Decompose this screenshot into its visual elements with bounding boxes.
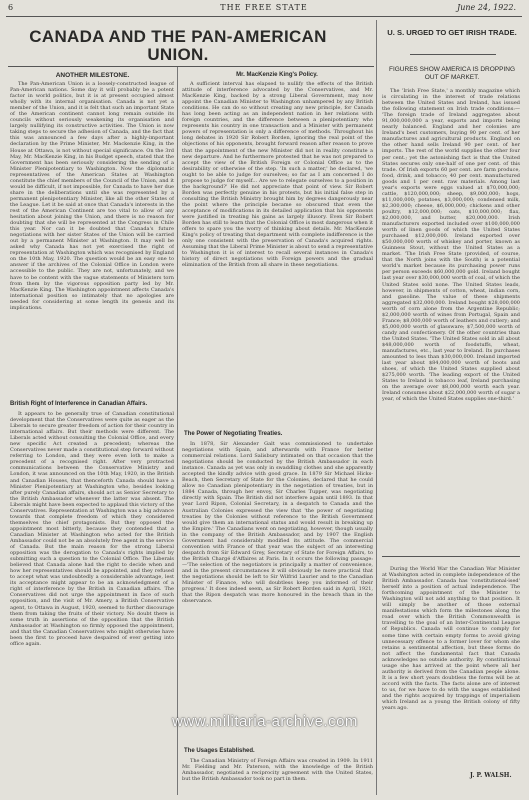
section-heading: British Right of Interference in Canadian Affairs. [10, 401, 148, 407]
page-number: 6 [8, 3, 14, 12]
column-3-body-bottom [382, 566, 520, 769]
paragraph: In 1878, Sir Alexander Galt was commissioned to undertake negotiations with Spain, and afterwards with France for better commercial relations. Lord Salisbury intimated on that occasion that the negotiations should be conducted by the British Ambassador in each instance. Canada as yet was only in swaddling clothes and she apparently accepted the kindly advice with good grace. In 1879 Sir Michael Hicks-Beach, then Secretary of State for the Colonies, declared that he could allow no Canadian plenipotentiary in the negotiation of treaties, but in 1884 Canada, through her envoy, Sir Charles Tupper, was negotiating directly with Spain. The British did not interfere again until 1893. In that year Lord Ripon, Colonial Secretary, in a despatch to Canada and the Australian Colonies expressed the view that 'the power of negotiating treaties by the Colonies without reference to the British Government would give them an international status and would result in breaking up the Empire.' The Canadians went on negotiating, however, though usually in the company of the British Ambassador, and by 1907 the English Government had considerably modified its attitude. The commercial convention with France of that year was the subject of an interesting despatch from Sir Edward Grey, Secretary of State for Foreign Affairs, to the British Chargé d'Affaires at Paris. In it occurs the following passage:—'The selection of the negotiators is principally a matter of convenience, and in the present circumstances it will obviously be more practical that the negotiations should be left to Sir Wilfrid Laurier and to the Canadian Minister of Finance, who will doubtless keep you informed of their progress.' It does indeed seem, as Sir Robert Borden said in April, 1921, that the Ripon despatch was more honoured in the breach than in the observance. [182, 441, 373, 605]
watermark: www.militaria-archive.com [172, 713, 358, 730]
side-subhead: FIGURES SHOW AMERICA IS DROPPING OUT OF MARKET. [388, 66, 516, 81]
paragraph: The Canadian Ministry of Foreign Affairs was created in 1909. In 1911 Mr. Fielding and Mr. Paterson, with the knowledge of the British Ambassador, negotiated a reciprocity agreement with the United States, but the British Ambassador took no part in them. [182, 758, 373, 783]
main-headline: CANADA AND THE PAN-AMERICAN UNION. [29, 27, 327, 64]
column-2-body-middle [182, 441, 373, 746]
side-headline: U. S. URGED TO GET IRISH TRADE. [387, 28, 517, 37]
column-1-body-bottom [10, 411, 174, 795]
paragraph: It appears to be generally true of Canadian constitutional development that the Conservatives were quite as eager as the Liberals to secure greater freedom of action for their country in international affairs. But their methods were different. The Liberals acted without consulting the Colonial Office, and every new specific Act created a precedent; whereas the Conservatives never made a constitutional step forward without referring to London, and they were even loth to make a precedent of a recognised right. After very protracted communications between the Conservative Ministry and London, it was announced on the 10th May, 1920, in the British and Canadian Houses, that thenceforth Canada should have a Minister Plenipotentiary at Washington who, besides looking after purely Canadian affairs, should act as Senior Secretary to the British Ambassador whenever the latter was absent. The Liberals might have been expected to applaud this victory of the Conservatives. Representation at Washington was a big advance towards that complete freedom of which they considered themselves the chief protagonists. But they opposed the appointment most bitterly, because they contended that a Canadian Minister at Washington who acted for the British Ambassador could not be an absolutely free agent in the service of Canada. But the main reason for the strong Liberal opposition was the derogation to Canada's rights implied by submitting such a question to the Colonial Office. The Liberals believed that Canada alone had the right to decide when and how her representatives should be appointed, and they refused to accept what was undoubtedly a considerable advantage, lest its acceptance might appear to be an acknowledgment of a right of interference by the British in Canadian affairs. The Conservatives did not urge the appointment in face of such opposition, and the visit of Mr. Amery, a British Conservative agent, to Ottawa in August, 1920, seemed to further discourage them from taking the fruits of their victory. No doubt there is some truth in assertions of the opposition that the British Ambassador at Washington so firmly opposed the appointment, and that the Canadian Conservatives who might otherwise have been the first to proceed have despaired of ever getting into office again. [10, 411, 174, 647]
author-signature: J. P. WALSH. [470, 772, 512, 779]
column-divider [177, 67, 178, 795]
section-heading: Mr. MacKenzie King's Policy. [236, 72, 318, 78]
column-3-body-top [382, 88, 520, 550]
column-2-body-top [182, 81, 373, 427]
paragraph: During the World War the Canadian War Minister at Washington acted in complete independence of the British Ambassador. Canada has 'constitutional-ised' herself into a position of actual independence. The forthcoming appointment of the Minister to Washington will not add anything to that position. It will simply be another of those external manifestations which form the milestones along the road over which the British Commonwealth is travelling to the goal of an Inter-Continental League of Republics. Canada will continue to comply for some time with certain empty forms to avoid giving unnecessary offence to a former lover for whom she retains a sentimental affection, but these forms do not affect the fundamental fact that Canada acknowledges no outside authority. By constitutional usage she has arrived at the point where all her authority is derived from the Canadian people alone. It is a few short years doubtless the forms will be at accord with the facts. The facts alone are of interest to us, for we have to do with the usages established and the rights acquired by trappings of imperialism which Ireland as a young the British colony of fifty years ago. [382, 566, 520, 712]
headline-rule [8, 66, 374, 67]
issue-date: June 24, 1922. [457, 3, 516, 12]
column-divider [376, 20, 377, 795]
paragraph: A sufficient interval has elapsed to nullify the effects of the British attitude of interference advocated by the Conservatives, and Mr. MacKenzie King, backed by a strong Liberal Government, may now appoint the Canadian Minister to Washington unhampered by any British conditions. He can do so without creating any new principle, for Canada has long been acting as an independent nation in her relations with foreign countries, and the difference between a plenipotentiary who represents his country in one transaction and a Minister with permanent powers of representation is only a difference of methods. Throughout his long debates in 1920 Sir Robert Borden, ignoring the real point of the objections of his opponents, brought forward reason after reason to prove that the appointment of the new Minister did not in reality constitute a new departure. And he furthermore protested that he was not prepared to accept the view of the British Foreign or Colonial Office as to the desirability or otherwise of the step. 'In such a matter,' he declared, 'we ought to be able to judge for ourselves; so far as I am concerned I do propose to judge for myself... Are we to relegate ourselves to a position in the background?' He did not appreciate that point of view. Sir Robert Borden was perfectly genuine in his protests, but his initial false step in consulting the British Ministry brought him by degrees dangerously near the point where the principle became so obscured that even the acceptance of modifications in its detailed application that his opponents were justified in treating his gains as largely illusory. Even Sir Robert Borden has still to learn that the Colonial Office is most dangerous when it offers to spare you the worry of thinking about details. Mr. MacKenzie King's policy of treating that department with complete indifference is the only one consistent with the preservation of Canada's acquired rights. Assuming that the Liberal Prime Minister is about to send a representative to Washington it is of interest to recall several instances in Canada's history of direct negotiations with Foreign powers and the gradual elimination of the British from all share in these negotiations. [182, 81, 373, 269]
column-1-body-top [10, 81, 174, 399]
column-2-body-bottom [182, 758, 373, 795]
page-header [8, 3, 520, 15]
section-heading: The Usages Established. [184, 748, 255, 754]
side-headline-rule [410, 54, 496, 55]
paragraph: The Pan-American Union is a loosely-constructed league of Pan-American nations. Some day it will probably be a potent factor in world politics, but it is at present occupied almost wholly with its internal organisation. Canada is not yet a member of the Union, and it is felt that such an important State of the American continent cannot long remain outside its councils without seriously weakening its organisation and largely nullifying its constructive activities. The Union is now taking steps to secure the adhesion of Canada, and the fact that this was announced a few days after a highly-important declaration by the Prime Minister, Mr. Mackenzie King, in the House at Ottawa, is not without special significance. On the 3rd May, Mr. MacKenzie King, in his Budget speech, stated that the Government has been seriously considering the sending of a Minister Plenipotentiary to Washington. Now the diplomatic representatives of the American States at Washington constitute the chief members of the Council of the Union, and it would be difficult, if not impossible, for Canada to have her due share in the deliberations until she was represented by a permanent plenipotentiary Minister, like all the other States of the League. Let it be said at once that Canada's interests in the rest of the American Continent are too vital to allow of any hesitation about joining the Union, and there is no reason for doubting that she will be represented at the Congress in Chile this year. Nor can it be doubted that Canada's future negotiations with her sister States of the Union will be carried out by a permanent Minister at Washington. It may well be asked why Canada has not yet exercised the right of representation at Washington which was recognised by England on the 10th May, 1920. The question would be an easy one to answer if the archives of the Colonial Office in London were accessible to the public. They are not, unfortunately, and we have to be content with the vague statements of Ministers torn from them by the vigorous opposition party led by Mr. MacKenzie King. The Washington appointment affects Canada's international position so intimately that no apologies are needed for considering at some length its genesis and its implications. [10, 81, 174, 311]
article-subhead: ANOTHER MILESTONE. [55, 72, 130, 79]
header-rule [6, 16, 522, 17]
section-heading: The Power of Negotiating Treaties. [184, 431, 283, 437]
paragraph: The 'Irish Free State,' a monthly magazine which is circulating in the interest of trade relations between the United States and Ireland, has issued the following statement on Irish trade conditions:— 'The foreign trade of Ireland aggregates about 91,000,000,000 a year, exports and imports being nearly balanced. England and her colonies are Ireland's best customers, buying 90 per cent. of her manufactures and agricultural products. England on the other hand sells Ireland 90 per cent. of her imports. The rest of the world supplies the other four per cent.; yet the astonishing fact is that the United States secures only one-half of one per cent. of this trade. Of Irish exports 60 per cent. are farm produce, food, drink, and tobacco; 40 per cent. manufactured goods and 1 per cent. raw materials. Among last year's exports were eggs valued at $70,000,000; cattle, $120,000,000; sheep, $9,000,000; hogs, $11,000,000; potatoes, $3,000,000; condensed milk, $2,300,000; cheese, $6,000,000; chickens and other poultry, $12,000,000; oats, $10,000,000; flax, $2,000,000, and butter, $20,000,000. Irish manufacturers exported included over $100,000,000 worth of linen goods of which the United States purchased $12,000,000. Ireland exported over $50,000,000 worth of whiskey and porter, known as Guinness Stout, without the United States as a market. 'The Irish Free State (provided, of course, that the North joins with the South) is a potential world's market because its purchasing power runs per person exceeds $60,000,000 gold. Ireland bought last year over $30,000,000 worth of coal, of which the United States sold none. The United States leads, however, in shipments of cotton, wheat, indian corn, and gasoline. The value of these shipments aggregated $32,000,000. Ireland bought $28,000,000 worth of corn alone from the Argentine Republic; $2,000,000 worth of wines from Portugal, Spain and France; $8,000,000 worth of leathers and cutlery; and $5,000,000 worth of glassware; $7,500,000 worth of candy and confectionery. Of the other countries than the United States. 'The United States sold in all about $48,000,000 worth of foodstuffs, wheat, manufactures, etc., last year to Ireland. Its purchases amounted to less than $30,000,000. Ireland imported last year about $84,000,000 worth of boots and shoes, of which the United States supplied about $275,000 worth. 'The leading export of the United States to Ireland is tobacco leaf, Ireland purchasing on the average over $8,000,000 worth each year. Ireland consumes about $22,000,000 worth of sugar a year, of which the United States supplies one-third.' [382, 88, 520, 403]
column-3-rule [382, 556, 520, 557]
masthead: THE FREE STATE [220, 3, 308, 12]
